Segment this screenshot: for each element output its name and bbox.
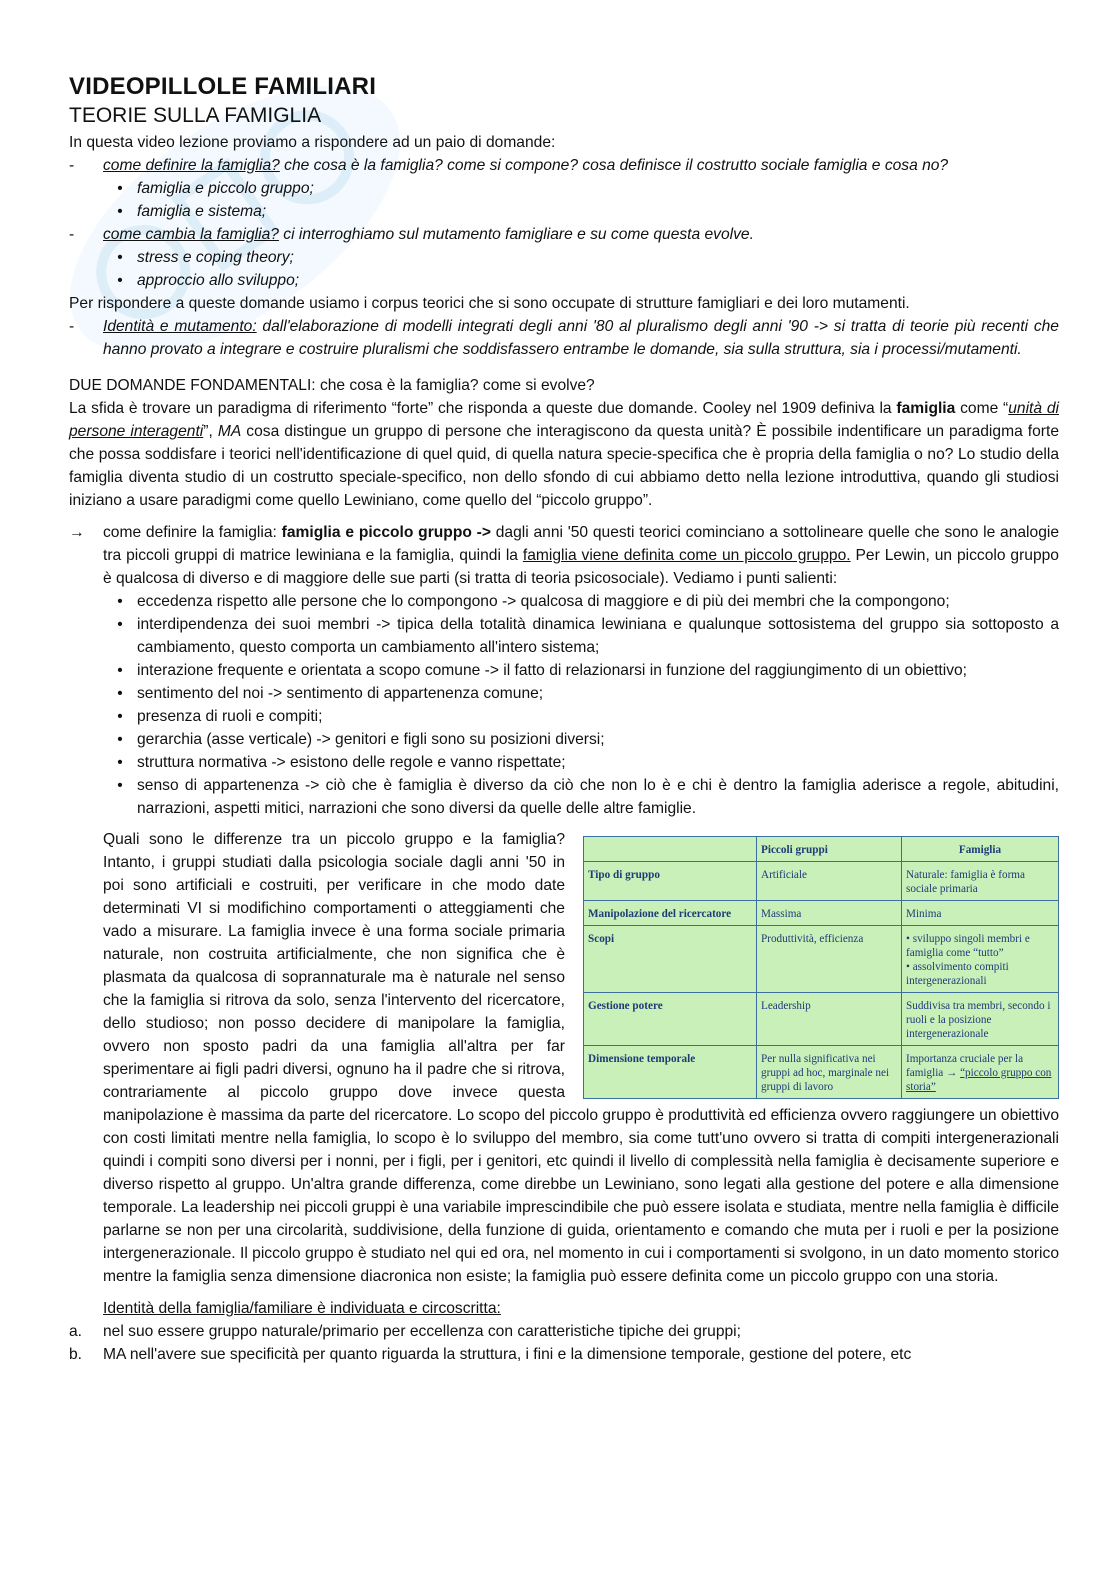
list-item: • struttura normativa -> esistono delle regole e vanno rispettate; <box>117 754 566 771</box>
table-row: Gestione potere Leadership Suddivisa tra membri, secondo i ruoli e la posizione intergenerazionale <box>584 993 1059 1046</box>
list-item: • interazione frequente e orientata a scopo comune -> il fatto di relazionarsi in funzione del raggiungimento di un obiettivo; <box>117 662 968 679</box>
comparison-table-box <box>583 836 1059 1099</box>
list-item: • senso di appartenenza -> ciò che è famiglia è diverso da ciò che non lo è e chi è dentro la famiglia aderisce a regole, abitudini, narrazioni, aspetti mitici, narrazioni che sono diversi da quelle delle altre famiglie. <box>117 777 1059 817</box>
table-header-row <box>584 837 1059 862</box>
identita-heading: Identità della famiglia/familiare è individuata e circoscritta: <box>103 1300 501 1317</box>
salienti-list <box>69 590 1059 820</box>
q2-bullet: • approccio allo sviluppo; <box>117 272 300 289</box>
question-1: - come definire la famiglia? che cosa è la famiglia? come si compone? cosa definisce il costrutto sociale famiglia e cosa no? <box>69 157 949 174</box>
q2-bullet: • stress e coping theory; <box>117 249 294 266</box>
identita-list-item: b. MA nell'avere sue specificità per quanto riguarda la struttura, i fini e la dimensione temporale, gestione del potere, etc <box>69 1346 912 1363</box>
q1-bullet: • famiglia e sistema; <box>117 203 267 220</box>
table-row: Scopi Produttività, efficienza • sviluppo singoli membri e famiglia come “tutto” • assolvimento compiti intergenerazionali <box>584 926 1059 993</box>
due-domande-heading: DUE DOMANDE FONDAMENTALI: che cosa è la famiglia? come si evolve? <box>69 377 595 394</box>
arrow-right-icon: → <box>69 524 85 541</box>
arrow-paragraph: → come definire la famiglia: famiglia e piccolo gruppo -> dagli anni '50 questi teorici cominciano a sottolineare quelle che sono le analogie tra piccoli gruppi di matrice lewiniana e la famiglia, quindi la famiglia viene definita come un piccolo gruppo. Per Lewin, un piccolo gruppo è qualcosa di diverso e di maggiore delle sue parti (si tratta di teoria psicosociale). Vediamo i punti salienti: <box>69 521 1059 590</box>
q1-bullet: • famiglia e piccolo gruppo; <box>117 180 314 197</box>
list-item: • gerarchia (asse verticale) -> genitori e figli sono su posizioni diversi; <box>117 731 605 748</box>
page-subtitle: TEORIE SULLA FAMIGLIA <box>69 104 322 127</box>
differenze-paragraph: Quali sono le differenze tra un piccolo gruppo e la famiglia? Intanto, i gruppi studiati dalla psicologia sociale dagli anni '50 in poi sono artificiali e costruiti, per verificare in che modo date determinati VI si modifichino comportamenti o atteggiamenti che vado a misurare. La famiglia invece è una forma sociale primaria naturale, non costruita artificialmente, che non significa che è plasmata da qualcosa di soprannaturale ma è naturale nel senso che la famiglia si ritrova da solo, senza l'intervento del ricercatore, dello studioso; non posso decidere di manipolare la famiglia, ovvero non sposto padri da una famiglia all'altra per far sperimentare ai figli padri diversi, ognuno ha il padre che si ritrova, contrariamente al piccolo gruppo dove invece questa manipolazione è massima da parte del ricercatore. Lo scopo del piccolo gruppo è produttività ed efficienza ovvero raggiungere un obiettivo con costi limitati mentre nella famiglia, lo scopo è lo sviluppo del membro, sia come tutt'uno ovvero si tratta di compiti intergenerazionali quindi i compiti sono diversi per i nonni, per i figli, per i genitori, etc quindi il livello di complessità nella famiglia è decisamente superiore e diverso rispetto al gruppo. Un'altra grande differenza, come direbbe un Lewiniano, sono legati alla gestione del potere e alla dimensione temporale. La leadership nei piccoli gruppi è una variabile imprescindibile che può essere isolata e studiata, mentre nella famiglia è difficile parlarne se non per una circolarità, suddivisione, della funzione di guida, orientamento e comando che muta per i ruoli e per la posizione intergenerazionale. Il piccolo gruppo è studiato nel qui ed ora, nel momento in cui i comportamenti si svolgono, in un dato momento storico mentre la famiglia senza dimensione diacronica non esiste; la famiglia può essere definita come un piccolo gruppo con una storia. <box>103 831 1059 1285</box>
question-2-link: come cambia la famiglia? <box>103 226 279 243</box>
table-row: Dimensione temporale Per nulla significativa nei gruppi ad hoc, marginale nei gruppi di lavoro Importanza cruciale per la famiglia → “piccolo gruppo con storia” <box>584 1046 1059 1099</box>
corpus-text: Per rispondere a queste domande usiamo i corpus teorici che si sono occupate di strutture famigliari e dei loro mutamenti. <box>69 295 910 312</box>
sfida-paragraph: La sfida è trovare un paradigma di riferimento “forte” che risponda a queste due domande. Cooley nel 1909 definiva la famiglia come “unità di persone interagenti”, MA cosa distingue un gruppo di persone che interagiscono da questa unità? È possibile indentificare un paradigma forte che possa soddisfare i teorici nell'identificazione di quel quid, di quella natura specie-specifica che è propria della famiglia o no? Lo studio della famiglia diventa studio di un costrutto speciale-specifico, non dello sfondo di cui abbiamo detto nella lezione introduttiva, quando gli studiosi iniziano a usare paradigmi come quello Lewiniano, come quello del “piccolo gruppo”. <box>69 400 1060 509</box>
question-2: - come cambia la famiglia? ci interroghiamo sul mutamento famigliare e su come questa evolve. <box>69 226 754 243</box>
list-item: • interdipendenza dei suoi membri -> tipica della totalità dinamica lewiniana e qualunque sottosistema del gruppo sia sottoposto a cambiamento, questo comporta un cambiamento all'intero sistema; <box>117 616 1059 656</box>
list-item: • presenza di ruoli e compiti; <box>117 708 323 725</box>
comparison-table <box>583 836 1059 1099</box>
table-row: Tipo di gruppo Artificiale Naturale: famiglia è forma sociale primaria <box>584 862 1059 901</box>
question-1-link: come definire la famiglia? <box>103 157 280 174</box>
document-page <box>69 72 1059 1366</box>
identita-list-item: a. nel suo essere gruppo naturale/primario per eccellenza con caratteristiche tipiche dei gruppi; <box>69 1323 741 1340</box>
header-famiglia: Famiglia <box>902 837 1059 862</box>
table-row: Manipolazione del ricercatore Massima Minima <box>584 901 1059 926</box>
differenze-section <box>69 828 1059 1320</box>
identita-item: - Identità e mutamento: dall'elaborazione di modelli integrati degli anni '80 al pluralismo degli anni '90 -> si tratta di teorie più recenti che hanno provato a integrare e costruire pluralismi che soddisfassero entrambe le domande, sia sulla struttura, sia i processi/mutamenti. <box>69 318 1059 358</box>
list-item: • sentimento del noi -> sentimento di appartenenza comune; <box>117 685 544 702</box>
page-title: VIDEOPILLOLE FAMILIARI <box>69 73 377 100</box>
list-item: • eccedenza rispetto alle persone che lo compongono -> qualcosa di maggiore e di più dei membri che la compongono; <box>117 593 950 610</box>
intro-text: In questa video lezione proviamo a rispondere ad un paio di domande: <box>69 134 556 151</box>
header-piccoli-gruppi: Piccoli gruppi <box>757 837 902 862</box>
